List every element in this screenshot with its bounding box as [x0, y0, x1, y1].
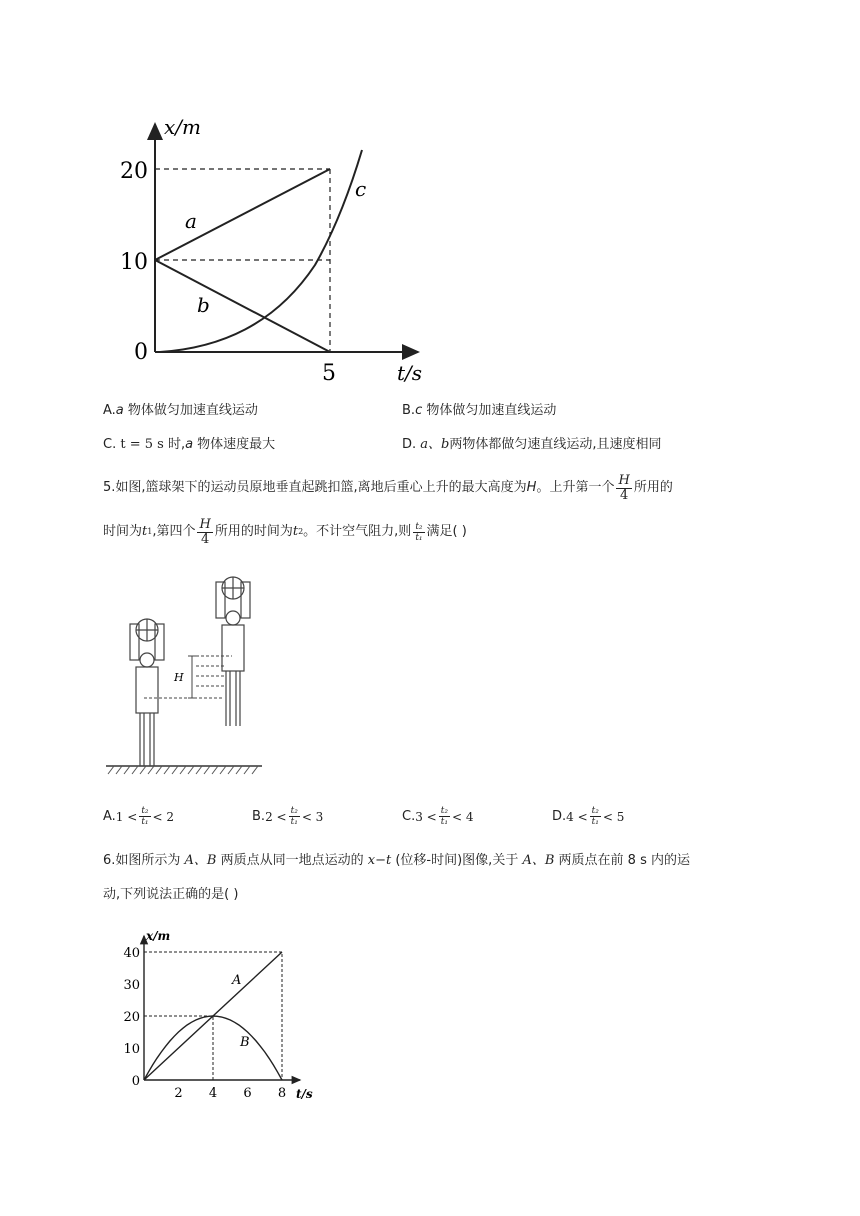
option-prefix: D.	[402, 437, 421, 452]
q5-option-a	[103, 806, 174, 827]
q4-option-b	[402, 402, 556, 420]
option-prefix: A.	[103, 808, 116, 824]
q6-y-tick: 40	[123, 946, 140, 961]
q6-x-tick: 8	[277, 1086, 287, 1101]
fraction-t2-over-t1: $\frac{\text{t₂}}{\text{t₁}}$	[141, 806, 149, 827]
q6-y-tick: 30	[123, 978, 140, 993]
formula: x−t	[367, 853, 392, 868]
formula: t = 5 s	[120, 437, 164, 452]
q6-graph	[120, 918, 320, 1104]
t2-sub: 2	[298, 527, 304, 536]
option-prefix: C.	[103, 437, 121, 452]
q5-stem-line1	[103, 470, 673, 506]
text: ,第四个	[152, 524, 196, 539]
q6-label-b: B	[240, 1035, 250, 1050]
fraction-h-over-4: $\frac{H}{4}$	[618, 472, 630, 503]
ineq-right: < 5	[602, 809, 625, 824]
q6-stem-line2	[103, 886, 238, 904]
q6-x-tick: 6	[243, 1086, 252, 1101]
option-text: 物体速度最大	[193, 437, 276, 452]
option-prefix: C.	[402, 808, 416, 824]
player-jumping	[216, 577, 250, 726]
fraction-h-over-4: $\frac{H}{4}$	[199, 516, 211, 547]
q5-figure	[100, 570, 270, 780]
option-text: 物体做匀加速直线运动	[123, 403, 258, 418]
q4-x-axis-label: t/s	[397, 361, 423, 385]
ineq-left: 1 <	[115, 809, 138, 824]
text: 所用的	[633, 480, 673, 495]
q4-option-a	[103, 402, 258, 420]
var: a	[115, 403, 124, 418]
q4-option-c	[103, 436, 275, 454]
var-h: H	[526, 480, 537, 495]
option-prefix: B.	[402, 403, 416, 418]
q6-label-a: A	[232, 973, 242, 988]
ineq-left: 2 <	[265, 809, 287, 824]
q6-x-tick: 2	[174, 1086, 183, 1101]
text: 6.如图所示为	[103, 853, 185, 868]
ineq-right: < 3	[301, 809, 324, 824]
text: 动,下列说法正确的是( )	[103, 887, 239, 902]
text: 所用的时间为	[214, 524, 293, 539]
fraction-t2-over-t1: $\frac{\text{t₂}}{\text{t₁}}$	[440, 806, 448, 827]
t1: t	[142, 524, 148, 539]
q4-graph	[100, 110, 440, 390]
option-prefix: D.	[552, 808, 567, 824]
h-dimension	[144, 656, 232, 698]
q4-label-b: b	[197, 293, 210, 317]
q4-y-axis-label: x/m	[164, 115, 201, 139]
fraction-t2-over-t1: $\frac{\text{t₂}}{\text{t₁}}$	[290, 806, 298, 827]
text: 。上升第一个	[536, 480, 615, 495]
text: 时间为	[103, 524, 143, 539]
vars: A、B	[184, 853, 217, 868]
ineq-left: 4 <	[566, 809, 588, 824]
option-prefix: B.	[252, 808, 266, 824]
ineq-right: < 2	[152, 809, 175, 824]
var: c	[415, 403, 423, 418]
t2: t	[292, 524, 299, 539]
var: a	[185, 437, 194, 452]
text: 两质点在前 8 s 内的运	[554, 853, 690, 868]
q4-tick-20: 20	[120, 159, 148, 184]
q5-stem-line2	[103, 514, 467, 550]
q6-y-axis-label: x/m	[146, 929, 171, 943]
option-prefix: A.	[103, 403, 116, 418]
option-text: 时,	[163, 437, 186, 452]
q4-label-a: a	[185, 209, 197, 233]
q4-option-d	[402, 436, 662, 454]
q6-y-tick: 10	[123, 1042, 140, 1057]
q6-chart-area	[123, 936, 300, 1101]
q4-label-c: c	[355, 177, 367, 201]
q5-option-c	[402, 806, 473, 827]
q5-option-b	[252, 806, 323, 827]
q5-option-d	[552, 806, 624, 827]
q6-x-axis-label: t/s	[296, 1087, 313, 1101]
text: 5.如图,篮球架下的运动员原地垂直起跳扣篮,离地后重心上升的最大高度为	[103, 480, 527, 495]
text: (位移-时间)图像,关于	[391, 853, 523, 868]
ineq-left: 3 <	[415, 809, 437, 824]
text: 。不计空气阻力,则	[303, 524, 412, 539]
fraction-t2-over-t1: $\frac{\text{t₂}}{\text{t₁}}$	[415, 521, 423, 543]
q6-y-tick: 0	[131, 1074, 140, 1089]
ineq-right: < 4	[451, 809, 474, 824]
option-text: 物体做匀加速直线运动	[422, 403, 557, 418]
option-text: 两物体都做匀速直线运动,且速度相同	[449, 437, 662, 452]
h-label: H	[174, 671, 184, 684]
q4-curve-c	[160, 150, 362, 352]
q6-stem-line1	[103, 852, 690, 870]
player-standing	[130, 619, 164, 766]
q4-tick-5: 5	[322, 361, 336, 386]
q4-tick-10: 10	[120, 250, 148, 275]
q4-tick-0: 0	[134, 340, 148, 365]
vars: A、B	[522, 853, 555, 868]
vars: a、b	[420, 437, 450, 452]
text: 两质点从同一地点运动的	[216, 853, 368, 868]
q4-line-b	[155, 260, 330, 352]
t1-sub: 1	[147, 527, 153, 536]
ground-hatch	[108, 766, 258, 774]
text: 满足( )	[426, 524, 467, 539]
q4-line-a	[155, 169, 330, 260]
q6-x-tick: 4	[208, 1086, 218, 1101]
fraction-t2-over-t1: $\frac{\text{t₂}}{\text{t₁}}$	[591, 806, 599, 827]
q6-y-tick: 20	[123, 1010, 140, 1025]
